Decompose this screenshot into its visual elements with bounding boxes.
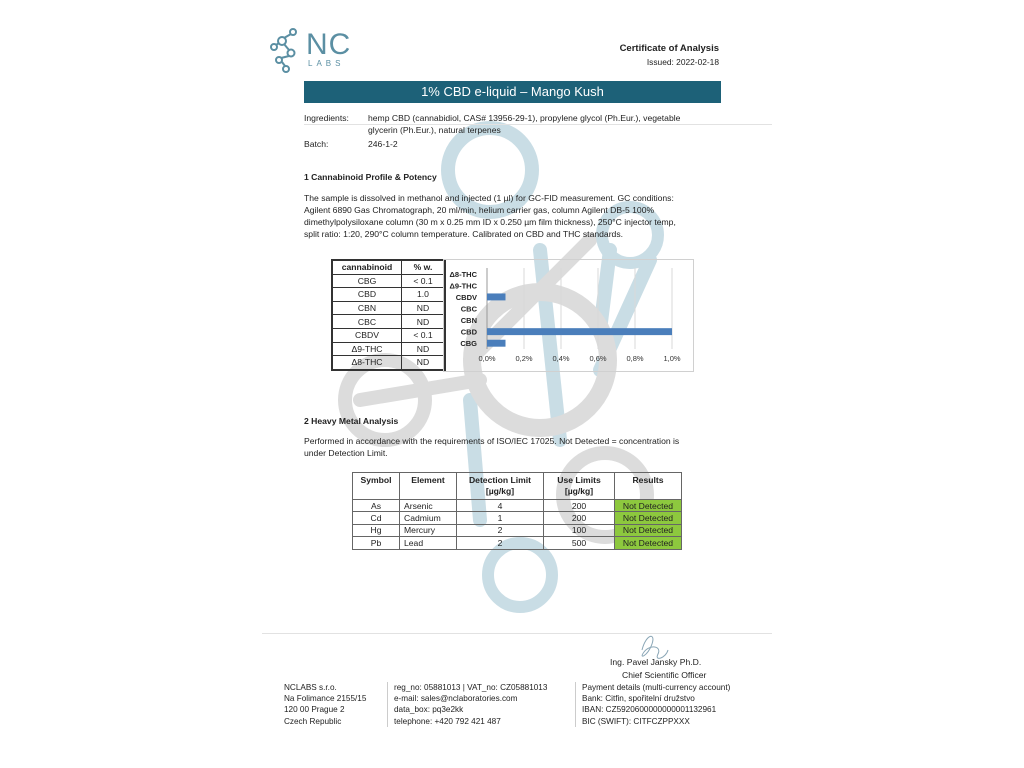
table-cell: Arsenic (400, 500, 457, 512)
table-row (353, 537, 682, 549)
table-cell: 500 (544, 537, 615, 549)
text-line: The sample is dissolved in methanol and injected (1 µl) for GC-FID measurement. GC conditions: (304, 193, 674, 203)
logo (268, 26, 368, 76)
result-badge: Not Detected (615, 537, 682, 549)
text-line: Agilent 6890 Gas Chromatograph, 20 ml/min, helium carrier gas, column Agilent DB-5 100% (304, 205, 655, 215)
footer-line: Czech Republic (284, 716, 342, 726)
category-label: Δ8-THC (449, 269, 477, 279)
signatory-role: Chief Scientific Officer (622, 670, 707, 680)
text-line: under Detection Limit. (304, 448, 388, 458)
category-label: CBC (460, 304, 477, 314)
table-header-row (353, 473, 682, 500)
x-tick-label: 0,8% (626, 354, 644, 363)
footer-line: NCLABS s.r.o. (284, 683, 337, 692)
table-cell: Mercury (400, 524, 457, 536)
table-cell: Δ8-THC (332, 356, 402, 370)
table-cell: Lead (400, 537, 457, 549)
footer-line: BIC (SWIFT): CITFCZPPXXX (582, 716, 690, 726)
table-row (332, 315, 445, 329)
table-row (353, 500, 682, 512)
table-cell: 200 (544, 512, 615, 524)
column-header (457, 473, 544, 500)
footer-line: 120 00 Prague 2 (284, 705, 345, 715)
category-label: CBD (460, 327, 477, 337)
product-title-bar: 1% CBD e-liquid – Mango Kush (304, 81, 721, 103)
table-row (353, 512, 682, 524)
table-cell: Hg (353, 524, 400, 536)
table-cell: < 0.1 (402, 274, 446, 288)
footer-line: IBAN: CZ5920600000000001132961 (582, 705, 717, 715)
result-badge: Not Detected (615, 524, 682, 536)
column-header: % w. (402, 260, 446, 274)
table-cell: Cadmium (400, 512, 457, 524)
section-1-text (304, 192, 724, 240)
text-line: dimethylpolysiloxane column (30 m x 0.25 mm ID x 0.250 µm film thickness), 250°C injector temp, (304, 217, 676, 227)
table-cell: 100 (544, 524, 615, 536)
column-header (615, 473, 682, 500)
table-cell: As (353, 500, 400, 512)
bar (487, 328, 672, 335)
bar (487, 293, 506, 300)
header-text: Use Limits (557, 475, 601, 485)
category-label: CBN (460, 316, 477, 326)
table-cell: Cd (353, 512, 400, 524)
ingredients-label: Ingredients: (304, 113, 349, 123)
table-cell: CBN (332, 301, 402, 315)
footer-payment (575, 682, 730, 727)
x-tick-label: 0,0% (478, 354, 496, 363)
table-cell: 1 (457, 512, 544, 524)
table-cell: 2 (457, 537, 544, 549)
table-cell: CBD (332, 288, 402, 302)
column-header: cannabinoid (332, 260, 402, 274)
footer-company (284, 682, 366, 727)
header-unit: [µg/kg] (564, 486, 594, 496)
table-cell: CBG (332, 274, 402, 288)
ingredients-line-2: glycerin (Ph.Eur.), natural terpenes (368, 125, 501, 135)
table-cell: Pb (353, 537, 400, 549)
header-text: Element (411, 475, 445, 485)
table-cell: 1.0 (402, 288, 446, 302)
footer-divider (262, 633, 772, 634)
cannabinoid-table (331, 259, 446, 371)
batch-value: 246-1-2 (368, 139, 398, 149)
table-row (332, 288, 445, 302)
footer-line: Bank: Citfin, spořitelní družstvo (582, 694, 695, 704)
column-header (353, 473, 400, 500)
x-tick-label: 0,4% (552, 354, 570, 363)
table-cell: Δ9-THC (332, 342, 402, 356)
divider (304, 124, 772, 125)
table-cell: ND (402, 301, 446, 315)
table-row (332, 328, 445, 342)
table-cell: < 0.1 (402, 328, 446, 342)
table-cell: CBDV (332, 328, 402, 342)
document-title: Certificate of Analysis (619, 43, 719, 54)
header-text: Results (632, 475, 664, 485)
ingredients-line-1: hemp CBD (cannabidiol, CAS# 13956-29-1), propylene glycol (Ph.Eur.), vegetable (368, 113, 681, 123)
table-cell: ND (402, 342, 446, 356)
x-tick-label: 0,6% (589, 354, 607, 363)
table-cell: 4 (457, 500, 544, 512)
table-cell: 200 (544, 500, 615, 512)
footer-line: reg_no: 05881013 | VAT_no: CZ05881013 (394, 683, 548, 692)
header-text: Symbol (360, 475, 392, 485)
x-tick-label: 1,0% (663, 354, 681, 363)
table-cell: 2 (457, 524, 544, 536)
text-line: split ratio: 1:20, 290°C column temperature. Calibrated on CBD and THC standards. (304, 229, 624, 239)
logo-text: NC (306, 28, 352, 61)
category-label: CBG (460, 339, 477, 349)
footer-contact (387, 682, 547, 727)
heavy-metal-table (352, 472, 682, 550)
text-line: Performed in accordance with the requirements of ISO/IEC 17025. Not Detected = concentration is (304, 436, 680, 446)
logo-subtext: LABS (308, 59, 345, 68)
table-cell: ND (402, 315, 446, 329)
footer-line: data_box: pq3e2kk (394, 705, 464, 715)
footer-line: Payment details (multi-currency account) (582, 683, 731, 692)
potency-chart (443, 259, 692, 370)
footer-line: Na Folimance 2155/15 (284, 694, 367, 704)
table-cell: CBC (332, 315, 402, 329)
category-label: Δ9-THC (449, 281, 477, 291)
signatory-name: Ing. Pavel Jansky Ph.D. (610, 657, 702, 667)
table-row (332, 301, 445, 315)
result-badge: Not Detected (615, 500, 682, 512)
bar (487, 340, 506, 347)
section-2-text (304, 435, 724, 459)
table-row (332, 342, 445, 356)
molecule-logo-icon (268, 26, 304, 74)
column-header (544, 473, 615, 500)
batch-label: Batch: (304, 139, 329, 149)
table-row (332, 274, 445, 288)
header-unit: [µg/kg] (485, 486, 515, 496)
x-tick-label: 0,2% (515, 354, 533, 363)
footer-line: telephone: +420 792 421 487 (394, 716, 501, 726)
table-header-row (332, 260, 445, 274)
table-cell: ND (402, 356, 446, 370)
table-row (353, 524, 682, 536)
issued-date: Issued: 2022-02-18 (646, 57, 719, 67)
table-row (332, 356, 445, 370)
header-text: Detection Limit (468, 475, 532, 485)
section-2-title: 2 Heavy Metal Analysis (304, 416, 399, 426)
column-header (400, 473, 457, 500)
category-label: CBDV (455, 292, 477, 302)
result-badge: Not Detected (615, 512, 682, 524)
footer-line: e-mail: sales@nclaboratories.com (394, 694, 518, 704)
section-1-title: 1 Cannabinoid Profile & Potency (304, 172, 437, 182)
